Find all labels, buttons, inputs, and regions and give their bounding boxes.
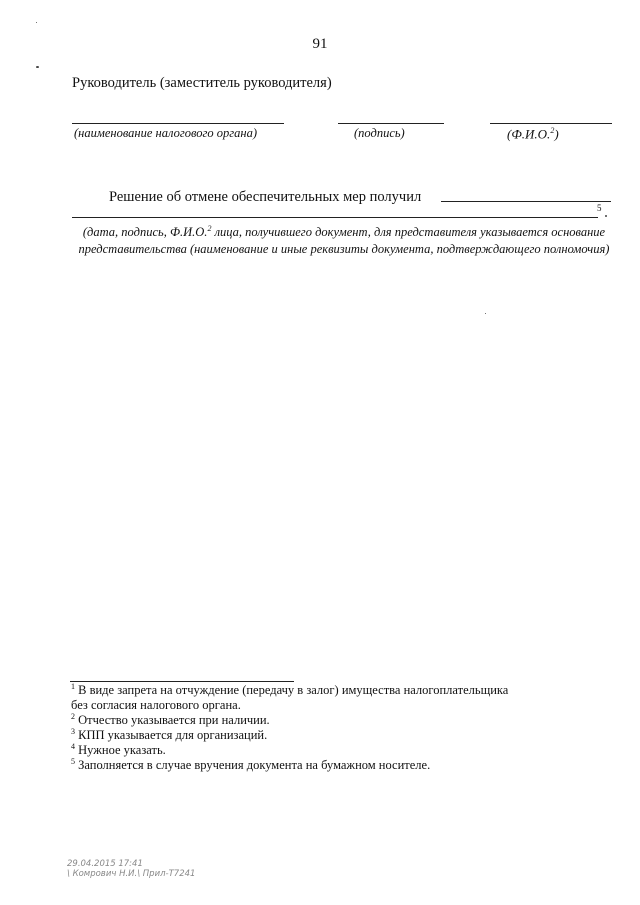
footnote-1-cont: без согласия налогового органа. xyxy=(71,698,241,712)
footnote-4: $^4$ Нужное указать. xyxy=(71,741,166,757)
signatory-title: Руководитель (заместитель руководителя) xyxy=(72,75,332,91)
trailing-dot xyxy=(605,215,607,217)
page-number: 91 xyxy=(312,36,328,52)
fio-line xyxy=(490,123,612,124)
footnote-5: $^5$ Заполняется в случае вручения документа на бумажном носителе. xyxy=(71,756,431,772)
footnote-1: $^1$ В виде запрета на отчуждение (передачу в залог) имущества налогоплательщика xyxy=(71,681,509,697)
scan-speck xyxy=(485,313,486,314)
footnote-2: $^2$ Отчество указывается при наличии. xyxy=(71,711,270,727)
recipient-note: (дата, подпись, Ф.И.О.$^2$ лица, получившего документ, для представителя указывается основание представительства (наименование и иные реквизиты документа, подтверждающего полномочия) xyxy=(78,224,610,257)
stamp-date: 29.04.2015 17:41 xyxy=(67,859,143,869)
received-footnote-mark: 5 xyxy=(597,203,602,213)
scan-speck xyxy=(36,22,37,23)
footnote-3: $^3$ КПП указывается для организаций. xyxy=(71,726,268,742)
stamp-doc-ref: \ Комрович Н.И.\ Прил-Т7241 xyxy=(67,869,196,879)
signature-line xyxy=(338,123,444,124)
recipient-line xyxy=(72,217,598,218)
organ-line xyxy=(72,123,284,124)
received-label: Решение об отмене обеспечительных мер получил xyxy=(109,189,422,205)
footnote-separator xyxy=(70,681,294,682)
organ-label: (наименование налогового органа) xyxy=(74,126,257,140)
fio-label: (Ф.И.О.$^2$) xyxy=(507,126,559,142)
received-line xyxy=(441,201,611,202)
signature-label: (подпись) xyxy=(354,126,405,140)
scan-speck xyxy=(36,66,39,68)
